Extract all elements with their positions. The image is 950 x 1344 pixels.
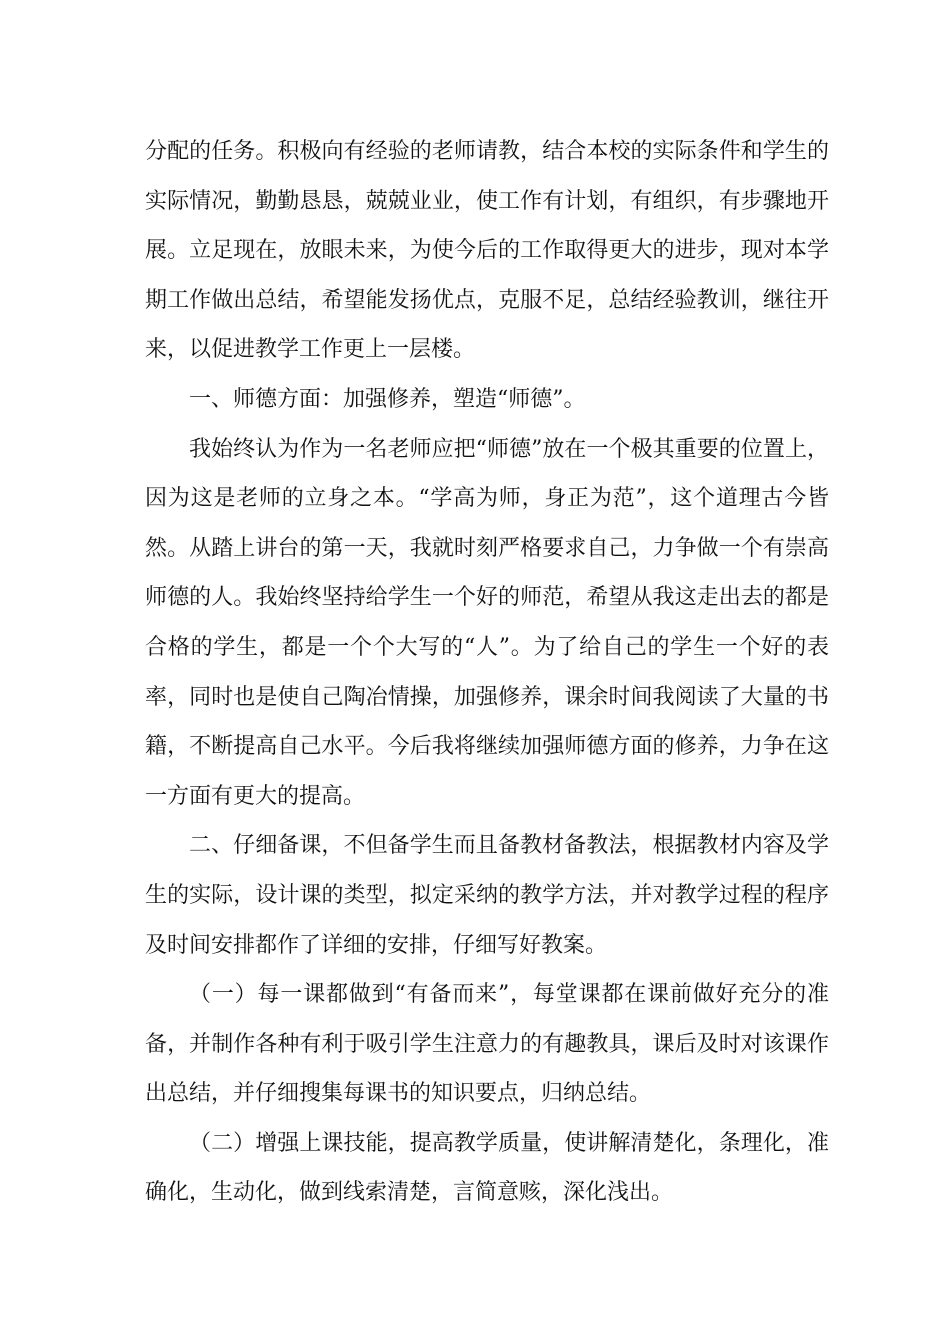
document-body <box>145 127 829 1218</box>
paragraph-teacher-ethics: 我始终认为作为一名老师应把“师德”放在一个极其重要的位置上，因为这是老师的立身之本。“学高为师，身正为范”，这个道理古今皆然。从踏上讲台的第一天，我就时刻严格要求自己，力争做一个有崇高师德的人。我始终坚持给学生一个好的师范，希望从我这走出去的都是合格的学生，都是一个个大写的“人”。为了给自己的学生一个好的表率，同时也是使自己陶冶情操，加强修养，课余时间我阅读了大量的书籍，不断提高自己水平。今后我将继续加强师德方面的修养，力争在这一方面有更大的提高。 <box>145 436 829 809</box>
paragraph-intro-continuation: 分配的任务。积极向有经验的老师请教，结合本校的实际条件和学生的实际情况，勤勤恳恳，兢兢业业，使工作有计划，有组织，有步骤地开展。立足现在，放眼未来，为使今后的工作取得更大的进步，现对本学期工作做出总结，希望能发扬优点，克服不足，总结经验教训，继往开来，以促进教学工作更上一层楼。 <box>145 139 829 363</box>
subsection-teaching-skills: （二）增强上课技能，提高教学质量，使讲解清楚化，条理化，准确化，生动化，做到线索清楚，言简意赅，深化浅出。 <box>145 1130 829 1206</box>
subsection-prepared-lessons: （一）每一课都做到“有备而来”，每堂课都在课前做好充分的准备，并制作各种有利于吸引学生注意力的有趣教具，课后及时对该课作出总结，并仔细搜集每课书的知识要点，归纳总结。 <box>145 982 829 1107</box>
section-heading-teacher-ethics: 一、师德方面：加强修养，塑造“师德”。 <box>189 386 586 412</box>
section-heading-lesson-preparation: 二、仔细备课，不但备学生而且备教材备教法，根据教材内容及学生的实际，设计课的类型，拟定采纳的教学方法，并对教学过程的程序及时间安排都作了详细的安排，仔细写好教案。 <box>145 833 829 958</box>
